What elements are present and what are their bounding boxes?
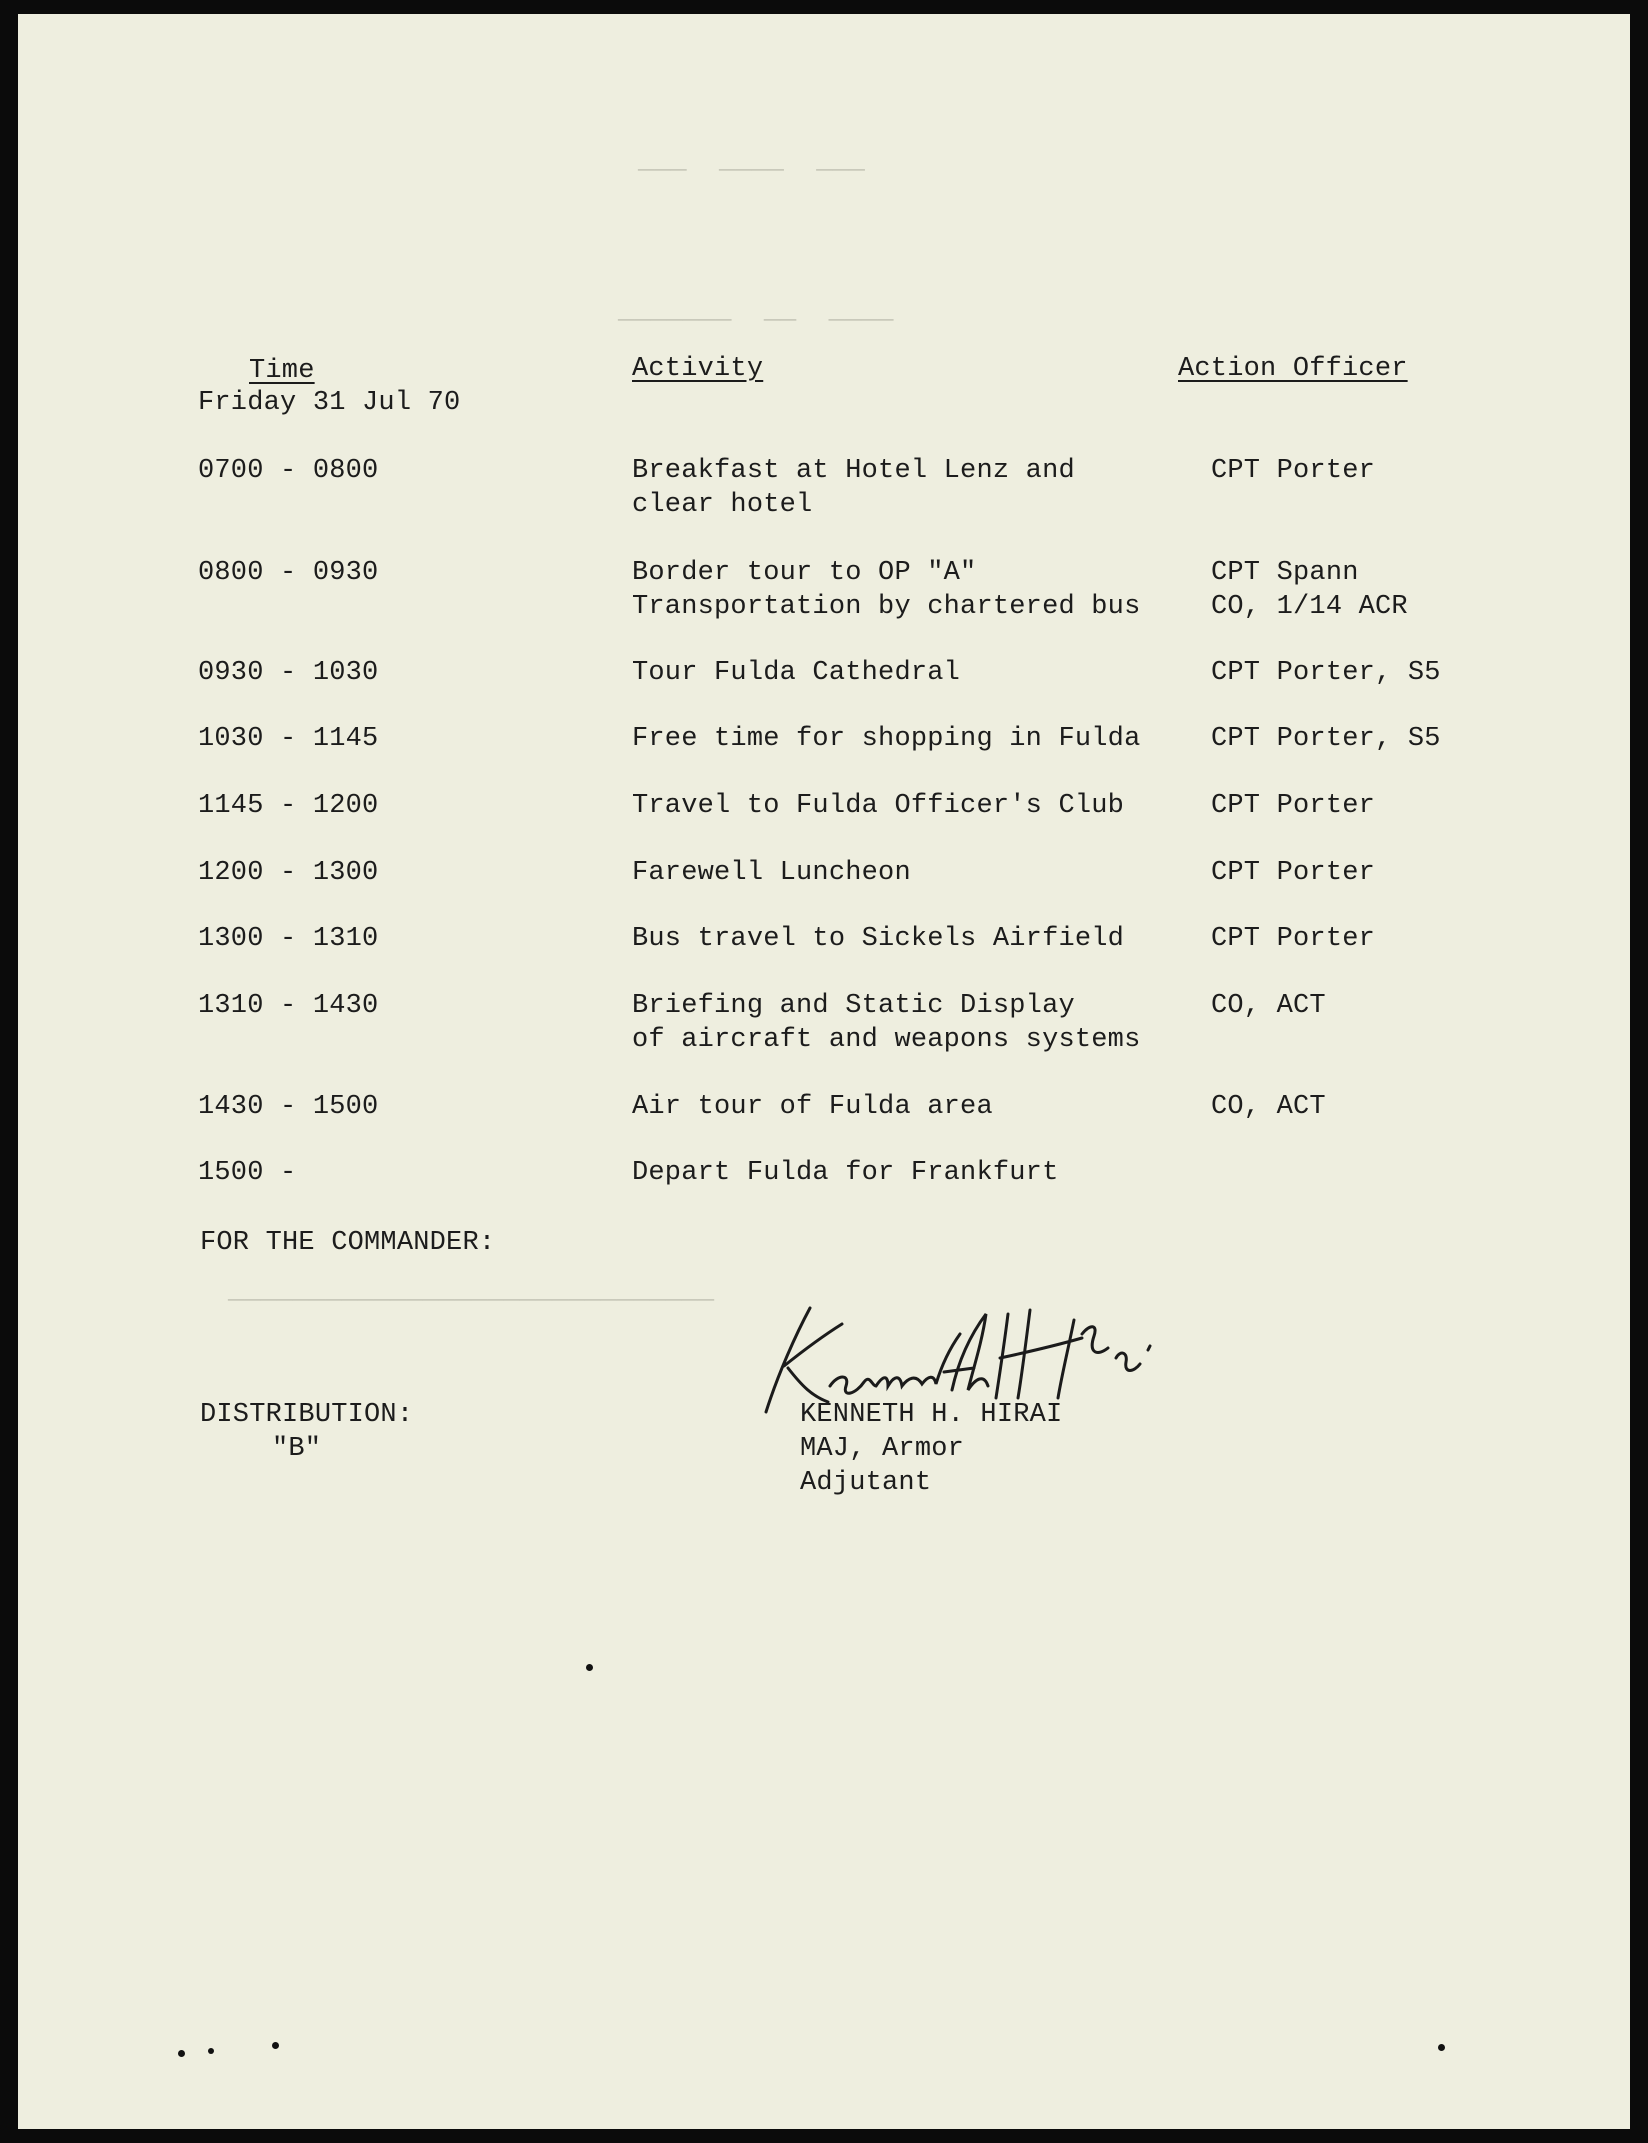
row-activity: Breakfast at Hotel Lenz and: [632, 456, 1075, 486]
row-officer: CO, ACT: [1211, 1092, 1326, 1122]
row-activity: Depart Fulda for Frankfurt: [632, 1158, 1059, 1188]
row-activity: clear hotel: [632, 490, 813, 520]
row-officer: CO, 1/14 ACR: [1211, 592, 1408, 622]
signatory-rank: MAJ, Armor: [800, 1434, 965, 1464]
action-officer-header: Action Officer: [1178, 354, 1408, 384]
row-time: 1300 - 1310: [198, 924, 379, 954]
bleed-through-text: ——————— —— ————: [618, 304, 894, 334]
row-activity: Free time for shopping in Fulda: [632, 724, 1141, 754]
time-header: Time: [249, 356, 315, 386]
signatory-name: KENNETH H. HIRAI: [800, 1400, 1063, 1430]
row-time: 0700 - 0800: [198, 456, 379, 486]
row-officer: CPT Porter, S5: [1211, 724, 1441, 754]
signatory-title: Adjutant: [800, 1468, 932, 1498]
bleed-through-text: ——————————————————————————————: [228, 1284, 715, 1314]
row-time: 1200 - 1300: [198, 858, 379, 888]
bleed-through-text: ——— ———— ———: [638, 154, 865, 184]
row-officer: CO, ACT: [1211, 991, 1326, 1021]
schedule-date: Friday 31 Jul 70: [198, 388, 461, 418]
row-time: 1145 - 1200: [198, 791, 379, 821]
for-the-commander: FOR THE COMMANDER:: [200, 1228, 496, 1258]
row-activity: Transportation by chartered bus: [632, 592, 1141, 622]
row-activity: Briefing and Static Display: [632, 991, 1075, 1021]
row-officer: CPT Porter: [1211, 456, 1376, 486]
document-page: [18, 14, 1630, 2129]
row-officer: CPT Porter, S5: [1211, 658, 1441, 688]
activity-header: Activity: [632, 354, 764, 384]
ink-speck: [586, 1664, 593, 1671]
ink-speck: [272, 2042, 279, 2049]
distribution-label: DISTRIBUTION:: [200, 1400, 414, 1430]
row-time: 1030 - 1145: [198, 724, 379, 754]
row-time: 0930 - 1030: [198, 658, 379, 688]
row-activity: Farewell Luncheon: [632, 858, 911, 888]
ink-speck: [1438, 2044, 1445, 2051]
distribution-value: "B": [272, 1434, 322, 1464]
row-activity: Border tour to OP "A": [632, 558, 977, 588]
row-time: 1310 - 1430: [198, 991, 379, 1021]
row-time: 1500 -: [198, 1158, 297, 1188]
row-time: 1430 - 1500: [198, 1092, 379, 1122]
row-officer: CPT Spann: [1211, 558, 1359, 588]
ink-speck: [208, 2048, 214, 2054]
row-time: 0800 - 0930: [198, 558, 379, 588]
row-officer: CPT Porter: [1211, 924, 1376, 954]
row-activity: Bus travel to Sickels Airfield: [632, 924, 1125, 954]
ink-speck: [178, 2050, 185, 2057]
row-activity: of aircraft and weapons systems: [632, 1025, 1141, 1055]
row-activity: Travel to Fulda Officer's Club: [632, 791, 1125, 821]
row-officer: CPT Porter: [1211, 791, 1376, 821]
row-activity: Tour Fulda Cathedral: [632, 658, 961, 688]
row-officer: CPT Porter: [1211, 858, 1376, 888]
row-activity: Air tour of Fulda area: [632, 1092, 993, 1122]
